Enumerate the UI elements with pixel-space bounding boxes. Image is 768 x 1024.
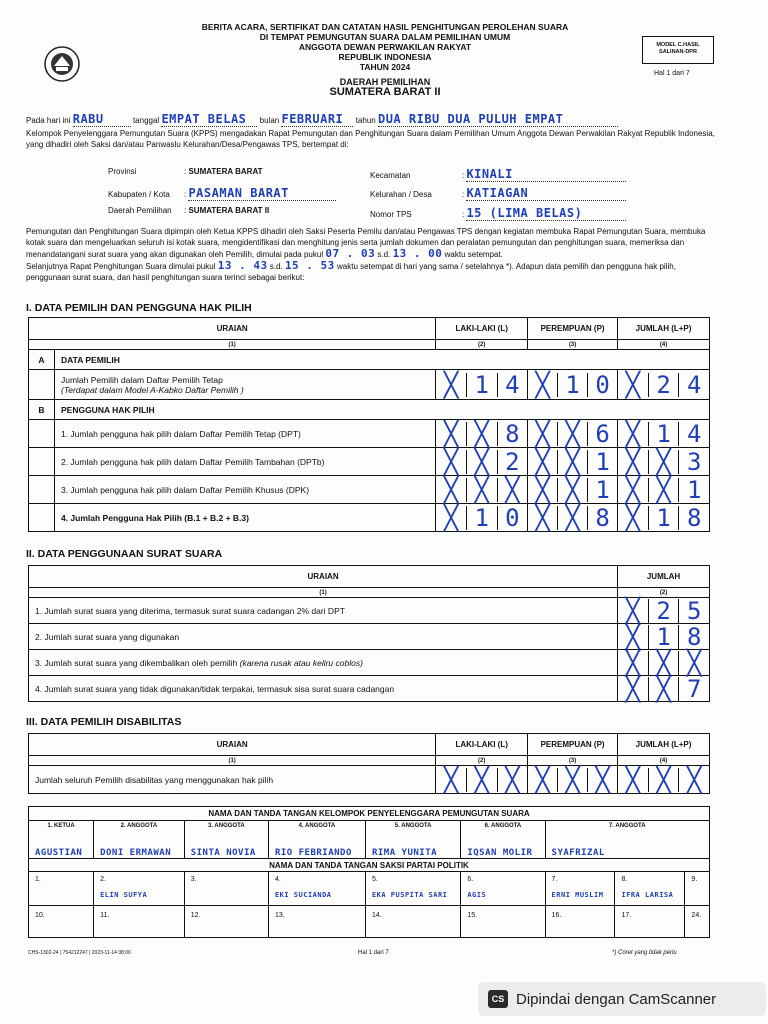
kpps-role: 3. ANGGOTA [207, 823, 245, 829]
end-time-2: 15 . 53 [284, 259, 335, 272]
saksi-name: EKA PUSPITA SARI [371, 891, 448, 899]
ss-row-label: 2. Jumlah surat suara yang digunakan [29, 624, 618, 650]
saksi-cell [268, 872, 365, 906]
digit-boxes [528, 419, 617, 448]
saksi-number: 4. [274, 876, 281, 883]
col-num: (2) [618, 588, 710, 598]
cross-mark: ╳ [557, 506, 587, 530]
kpps-role: 5. ANGGOTA [394, 823, 432, 829]
col-num: (3) [528, 756, 618, 766]
saksi-cell [29, 872, 94, 906]
digit-box: 8 [587, 506, 617, 530]
tps-row: Nomor TPS : 15 (LIMA BELAS) [370, 206, 626, 221]
saksi-cell [184, 872, 268, 906]
kelurahan-value: KATIAGAN [466, 186, 626, 201]
ss-row-jumlah [618, 650, 710, 676]
cross-mark: ╳ [535, 503, 550, 532]
section-b-title: PENGGUNA HAK PILIH [54, 400, 709, 420]
cross-mark: ╳ [466, 478, 497, 502]
b-row-perempuan [528, 448, 618, 476]
section-1-table [28, 317, 710, 532]
cross-mark: ╳ [625, 674, 641, 703]
col-num: (4) [618, 756, 710, 766]
dpt-label-note: (Terdapat dalam Model A-Kabko Daftar Pemilih ) [60, 384, 244, 395]
cross-mark: ╳ [625, 475, 641, 504]
cross-mark: ╳ [587, 768, 617, 792]
dapil-row: Daerah Pemilihan : SUMATERA BARAT II [108, 206, 270, 215]
digit-boxes [618, 447, 709, 476]
kpps-name: SINTA NOVIA [190, 848, 256, 858]
cross-mark: ╳ [466, 422, 497, 446]
b-row-jumlah [618, 504, 710, 532]
digit-box: 1 [466, 373, 497, 397]
b-row-laki [436, 420, 528, 448]
camscanner-text: Dipindai dengan CamScanner [516, 990, 717, 1008]
digit-boxes [528, 765, 617, 794]
digit-boxes [436, 503, 527, 532]
saksi-cell: 14. [365, 906, 460, 938]
saksi-cell [545, 872, 615, 906]
kpps-member [29, 821, 94, 859]
digit-box: 1 [466, 506, 497, 530]
cross-mark: ╳ [466, 768, 497, 792]
col-num: (2) [436, 756, 528, 766]
ss-row-label: 4. Jumlah surat suara yang tidak digunakan/tidak terpakai, termasuk sisa surat suara cadangan [29, 676, 618, 702]
cross-mark: ╳ [443, 503, 459, 532]
kpps-name: AGUSTIAN [35, 848, 83, 858]
kecamatan-label: Kecamatan [370, 171, 411, 180]
procedure-text: Pemungutan dan Penghitungan Suara dipimpin oleh Ketua KPPS dihadiri oleh Saksi Peserta Pemilu dan/atau Pengawas TPS dengan kegiatan membuka Rapat Pemungutan Suara, membuka kotak suara dan mengeluarkan seluruh isi kotak suara, mengidentifikasi dan menghitung jenis serta jumlah dokumen dan peralatan pemungutan dan penghitungan suara, memeriksa dan menandatangani surat suara yang akan digunakan oleh Pemilih, dimulai pada pukul [26, 227, 706, 259]
digit-box: 1 [648, 506, 679, 530]
b-row-label: 2. Jumlah pengguna hak pilih dalam Daftar Pemilih Tambahan (DPTb) [54, 448, 435, 476]
digit-boxes [618, 370, 709, 399]
digit-box: 4 [678, 422, 709, 446]
b-row-perempuan [528, 504, 618, 532]
cross-mark: ╳ [678, 768, 709, 792]
digit-boxes [618, 503, 709, 532]
kpps-role: 4. ANGGOTA [298, 823, 336, 829]
day-value: RABU [73, 112, 131, 127]
saksi-title: NAMA DAN TANDA TANGAN SAKSI PARTAI POLITIK [29, 859, 710, 872]
cross-mark: ╳ [557, 478, 587, 502]
saksi-cell: 11. [94, 906, 185, 938]
digit-box: 1 [587, 450, 617, 474]
provinsi-label: Provinsi [108, 167, 137, 176]
digit-boxes [436, 419, 527, 448]
cross-mark: ╳ [535, 475, 550, 504]
footer-note: *) Coret yang tidak perlu [612, 950, 677, 956]
ss-row-note: (karena rusak atau keliru coblos) [239, 657, 363, 668]
cross-mark: ╳ [443, 475, 459, 504]
saksi-cell: 13. [268, 906, 365, 938]
cross-mark: ╳ [497, 478, 528, 502]
kpps-name: SYAFRIZAL [551, 848, 605, 858]
cross-mark: ╳ [625, 648, 641, 677]
header-line: BERITA ACARA, SERTIFIKAT DAN CATATAN HASIL PENGHITUNGAN PEROLEHAN SUARA [201, 22, 569, 32]
digit-box: 1 [587, 478, 617, 502]
kpps-member [545, 821, 709, 859]
col-perempuan: PEREMPUAN (P) [528, 318, 618, 340]
kpps-role: 6. ANGGOTA [484, 823, 522, 829]
kecamatan-value: KINALI [466, 167, 626, 182]
disabilitas-perempuan [528, 766, 618, 794]
ss-row-text: 3. Jumlah surat suara yang dikembalikan oleh pemilih [35, 657, 238, 668]
header-line: ANGGOTA DEWAN PERWAKILAN RAKYAT [298, 42, 472, 52]
kpps-title: NAMA DAN TANDA TANGAN KELOMPOK PENYELENGGARA PEMUNGUTAN SUARA [29, 807, 710, 821]
kpps-name: RIO FEBRIANDO [274, 848, 352, 858]
digit-box: 1 [678, 478, 709, 502]
saksi-number: 8. [621, 876, 628, 883]
cross-mark: ╳ [648, 768, 679, 792]
ss-row-jumlah [618, 598, 710, 624]
col-perempuan: PEREMPUAN (P) [528, 734, 618, 756]
cross-mark: ╳ [443, 370, 459, 399]
b-row-laki [436, 448, 528, 476]
b-row-laki [436, 476, 528, 504]
b-row-laki [436, 504, 528, 532]
intro-line [26, 112, 618, 127]
digit-boxes [618, 419, 709, 448]
b-row-jumlah [618, 476, 710, 504]
cross-mark: ╳ [535, 447, 550, 476]
header-line: DI TEMPAT PEMUNGUTAN SUARA DALAM PEMILIHAN UMUM [259, 32, 511, 42]
footer-page: Hal 1 dari 7 [358, 950, 389, 956]
col-jumlah: JUMLAH (L+P) [618, 318, 710, 340]
procedure-text: waktu setempat di hari yang sama / setelahnya *). Adapun data pemilih dan pengguna hak pilih, penggunaan surat suara, dan hasil penghitungan suara terinci sebagai berikut: [26, 262, 676, 282]
kabupaten-label: Kabupaten / Kota [108, 190, 170, 199]
cross-mark: ╳ [557, 450, 587, 474]
digit-box: 8 [678, 625, 709, 649]
saksi-number: 3. [190, 876, 197, 883]
provinsi-row: Provinsi : SUMATERA BARAT [108, 167, 263, 176]
dapil-label: Daerah Pemilihan [108, 206, 172, 215]
digit-boxes [618, 475, 709, 504]
saksi-cell [94, 872, 185, 906]
intro-text: tahun [355, 116, 376, 125]
camscanner-badge [478, 982, 766, 1016]
b-row-jumlah [618, 448, 710, 476]
kpps-member [461, 821, 545, 859]
intro-text: bulan [259, 116, 280, 125]
section-a-label: A [29, 350, 55, 370]
region-label: DAERAH PEMILIHAN [339, 77, 431, 87]
b-row-jumlah [618, 420, 710, 448]
col-num: (1) [29, 340, 436, 350]
col-num: (4) [618, 340, 710, 350]
start-time-1: 07 . 03 [325, 247, 376, 260]
kabupaten-value: PASAMAN BARAT [188, 186, 336, 201]
dapil-value: SUMATERA BARAT II [188, 206, 270, 215]
cross-mark: ╳ [535, 419, 550, 448]
sd-text: s.d. [377, 250, 391, 259]
col-uraian: URAIAN [29, 734, 436, 756]
procedure-paragraph [26, 226, 716, 283]
provinsi-value: SUMATERA BARAT [188, 167, 263, 176]
cross-mark: ╳ [648, 450, 679, 474]
saksi-cell: 12. [184, 906, 268, 938]
section-2-title: II. DATA PENGGUNAAN SURAT SUARA [26, 548, 223, 560]
cross-mark: ╳ [557, 768, 587, 792]
col-jumlah: JUMLAH (L+P) [618, 734, 710, 756]
cross-mark: ╳ [535, 370, 550, 399]
intro-text: tanggal [132, 116, 160, 125]
cross-mark: ╳ [497, 768, 528, 792]
digit-boxes [618, 765, 709, 794]
header-line: TAHUN 2024 [359, 62, 411, 72]
digit-boxes [618, 622, 709, 651]
b-row-label: 1. Jumlah pengguna hak pilih dalam Daftar Pemilih Tetap (DPT) [54, 420, 435, 448]
ss-row-label: 1. Jumlah surat suara yang diterima, termasuk surat suara cadangan 2% dari DPT [29, 598, 618, 624]
digit-box: 1 [648, 625, 679, 649]
saksi-cell: 17. [615, 906, 685, 938]
ss-row-jumlah [618, 624, 710, 650]
saksi-cell: 24. [685, 906, 710, 938]
page-indicator: Hal 1 dari 7 [654, 70, 690, 77]
digit-box: 0 [587, 373, 617, 397]
sd-text: s.d. [269, 262, 283, 271]
footer-code: CHS-1302-24 | 754212247 | 2023-11-14 08:06 [28, 950, 131, 956]
saksi-cell: 16. [545, 906, 615, 938]
intro-text: Pada hari ini [26, 116, 71, 125]
cross-mark: ╳ [625, 622, 641, 651]
digit-boxes [528, 447, 617, 476]
intro-body: Kelompok Penyelenggara Pemungutan Suara (KPPS) mengadakan Rapat Pemungutan dan Penghitungan Suara dalam Pemilihan Umum Anggota Dewan Perwakilan Rakyat Republik Indonesia, yang dihadiri oleh Saksi dan/atau Panwaslu Kelurahan/Desa/Pengawas TPS, bertempat di: [26, 129, 715, 149]
end-time-1: 13 . 00 [392, 247, 443, 260]
saksi-cell [685, 872, 710, 906]
section-3-title: III. DATA PEMILIH DISABILITAS [26, 716, 182, 728]
model-box [642, 36, 714, 64]
cross-mark: ╳ [443, 447, 459, 476]
kpps-role: 2. ANGGOTA [120, 823, 158, 829]
digit-boxes [436, 370, 527, 399]
dpt-label-line: Jumlah Pemilih dalam Daftar Pemilih Tetap [60, 374, 223, 385]
digit-box: 4 [497, 373, 528, 397]
section-a-title: DATA PEMILIH [54, 350, 709, 370]
digit-boxes [436, 447, 527, 476]
dpt-laki [436, 370, 528, 400]
col-laki: LAKI-LAKI (L) [436, 734, 528, 756]
digit-boxes [618, 648, 709, 677]
b-row-perempuan [528, 476, 618, 504]
cross-mark: ╳ [625, 447, 641, 476]
start-time-2: 13 . 43 [217, 259, 268, 272]
dpt-label [54, 370, 435, 400]
dpt-jumlah [618, 370, 710, 400]
kpps-role: 7. ANGGOTA [608, 823, 646, 829]
cross-mark: ╳ [557, 422, 587, 446]
col-num: (3) [528, 340, 618, 350]
model-line: MODEL C.HASIL [656, 42, 700, 48]
kelurahan-label: Kelurahan / Desa [370, 190, 432, 199]
col-uraian: URAIAN [29, 566, 618, 588]
kelurahan-row: Kelurahan / Desa : KATIAGAN [370, 186, 626, 201]
kpps-member [94, 821, 185, 859]
digit-boxes [528, 503, 617, 532]
col-uraian: URAIAN [29, 318, 436, 340]
cross-mark: ╳ [443, 419, 459, 448]
cross-mark: ╳ [678, 651, 709, 675]
ss-row-label [29, 650, 618, 676]
digit-box: 0 [497, 506, 528, 530]
month-value: FEBRUARI [281, 112, 353, 127]
model-line: SALINAN-DPR [659, 49, 697, 55]
cross-mark: ╳ [625, 503, 641, 532]
saksi-number: 6. [467, 876, 474, 883]
digit-boxes [618, 674, 709, 703]
digit-box: 2 [648, 373, 679, 397]
digit-boxes [436, 475, 527, 504]
digit-box: 4 [678, 373, 709, 397]
col-num: (2) [436, 340, 528, 350]
digit-boxes [528, 370, 617, 399]
saksi-cell [615, 872, 685, 906]
cross-mark: ╳ [535, 765, 550, 794]
cross-mark: ╳ [625, 419, 641, 448]
cross-mark: ╳ [648, 478, 679, 502]
saksi-number: 9. [691, 876, 698, 883]
saksi-name: AGIS [467, 891, 487, 899]
digit-box: 8 [497, 422, 528, 446]
section-b-label: B [29, 400, 55, 420]
col-num: (1) [29, 588, 618, 598]
cross-mark: ╳ [466, 450, 497, 474]
saksi-name: ELIN SUFYA [100, 891, 148, 899]
saksi-name: IFRA LARISA [621, 891, 674, 899]
saksi-name: EKI SUCIANDA [274, 891, 332, 899]
saksi-cell: 15. [461, 906, 545, 938]
kpps-role: 1. KETUA [47, 823, 75, 829]
tps-label: Nomor TPS [370, 210, 412, 219]
document-header [150, 22, 620, 97]
b-row-perempuan [528, 420, 618, 448]
header-line: REPUBLIK INDONESIA [338, 52, 432, 62]
saksi-cell [365, 872, 460, 906]
col-num: (1) [29, 756, 436, 766]
procedure-text: waktu setempat. [444, 250, 503, 259]
b-row-label: 4. Jumlah Pengguna Hak Pilih (B.1 + B.2 + B.3) [54, 504, 435, 532]
digit-box: 5 [678, 599, 709, 623]
year-value: DUA RIBU DUA PULUH EMPAT [378, 112, 618, 127]
digit-box: 1 [557, 373, 587, 397]
kpps-name: RIMA YUNITA [371, 848, 438, 858]
kpps-member [365, 821, 460, 859]
digit-box: 6 [587, 422, 617, 446]
ss-row-jumlah [618, 676, 710, 702]
saksi-cell [461, 872, 545, 906]
signature-table [28, 806, 710, 938]
camscanner-icon: CS [488, 990, 508, 1008]
section-2-table [28, 565, 710, 702]
col-jumlah: JUMLAH [618, 566, 710, 588]
tps-value: 15 (LIMA BELAS) [466, 206, 626, 221]
kpps-name: IQSAN MOLIR [467, 848, 533, 858]
kecamatan-row: Kecamatan : KINALI [370, 167, 626, 182]
digit-box: 2 [497, 450, 528, 474]
section-3-table [28, 733, 710, 794]
kpps-member [184, 821, 268, 859]
cross-mark: ╳ [625, 370, 641, 399]
disabilitas-label: Jumlah seluruh Pemilih disabilitas yang menggunakan hak pilih [29, 766, 436, 794]
cross-mark: ╳ [648, 677, 679, 701]
saksi-name: ERNI MUSLIM [551, 891, 604, 899]
saksi-cell: 10. [29, 906, 94, 938]
kpu-logo [32, 36, 92, 92]
digit-boxes [528, 475, 617, 504]
date-value: EMPAT BELAS [161, 112, 257, 127]
digit-box: 8 [678, 506, 709, 530]
digit-box: 3 [678, 450, 709, 474]
saksi-number: 5. [371, 876, 378, 883]
col-laki: LAKI-LAKI (L) [436, 318, 528, 340]
digit-box: 1 [648, 422, 679, 446]
procedure-text: Selanjutnya Rapat Penghitungan Suara dimulai pukul [26, 262, 216, 271]
saksi-number: 7. [551, 876, 558, 883]
digit-box: 7 [678, 677, 709, 701]
dpt-perempuan [528, 370, 618, 400]
digit-box: 2 [648, 599, 679, 623]
digit-boxes [436, 765, 527, 794]
kabupaten-row: Kabupaten / Kota : PASAMAN BARAT [108, 186, 336, 201]
saksi-number: 1. [35, 876, 41, 883]
cross-mark: ╳ [625, 765, 641, 794]
digit-boxes [618, 596, 709, 625]
disabilitas-jumlah [618, 766, 710, 794]
kpps-name: DONI ERMAWAN [100, 848, 172, 858]
kpps-member [268, 821, 365, 859]
region-name: SUMATERA BARAT II [329, 86, 441, 98]
cross-mark: ╳ [443, 765, 459, 794]
section-1-title: I. DATA PEMILIH DAN PENGGUNA HAK PILIH [26, 302, 252, 314]
disabilitas-laki [436, 766, 528, 794]
b-row-label: 3. Jumlah pengguna hak pilih dalam Daftar Pemilih Khusus (DPK) [54, 476, 435, 504]
cross-mark: ╳ [648, 651, 679, 675]
saksi-number: 2. [100, 876, 106, 883]
cross-mark: ╳ [625, 596, 641, 625]
